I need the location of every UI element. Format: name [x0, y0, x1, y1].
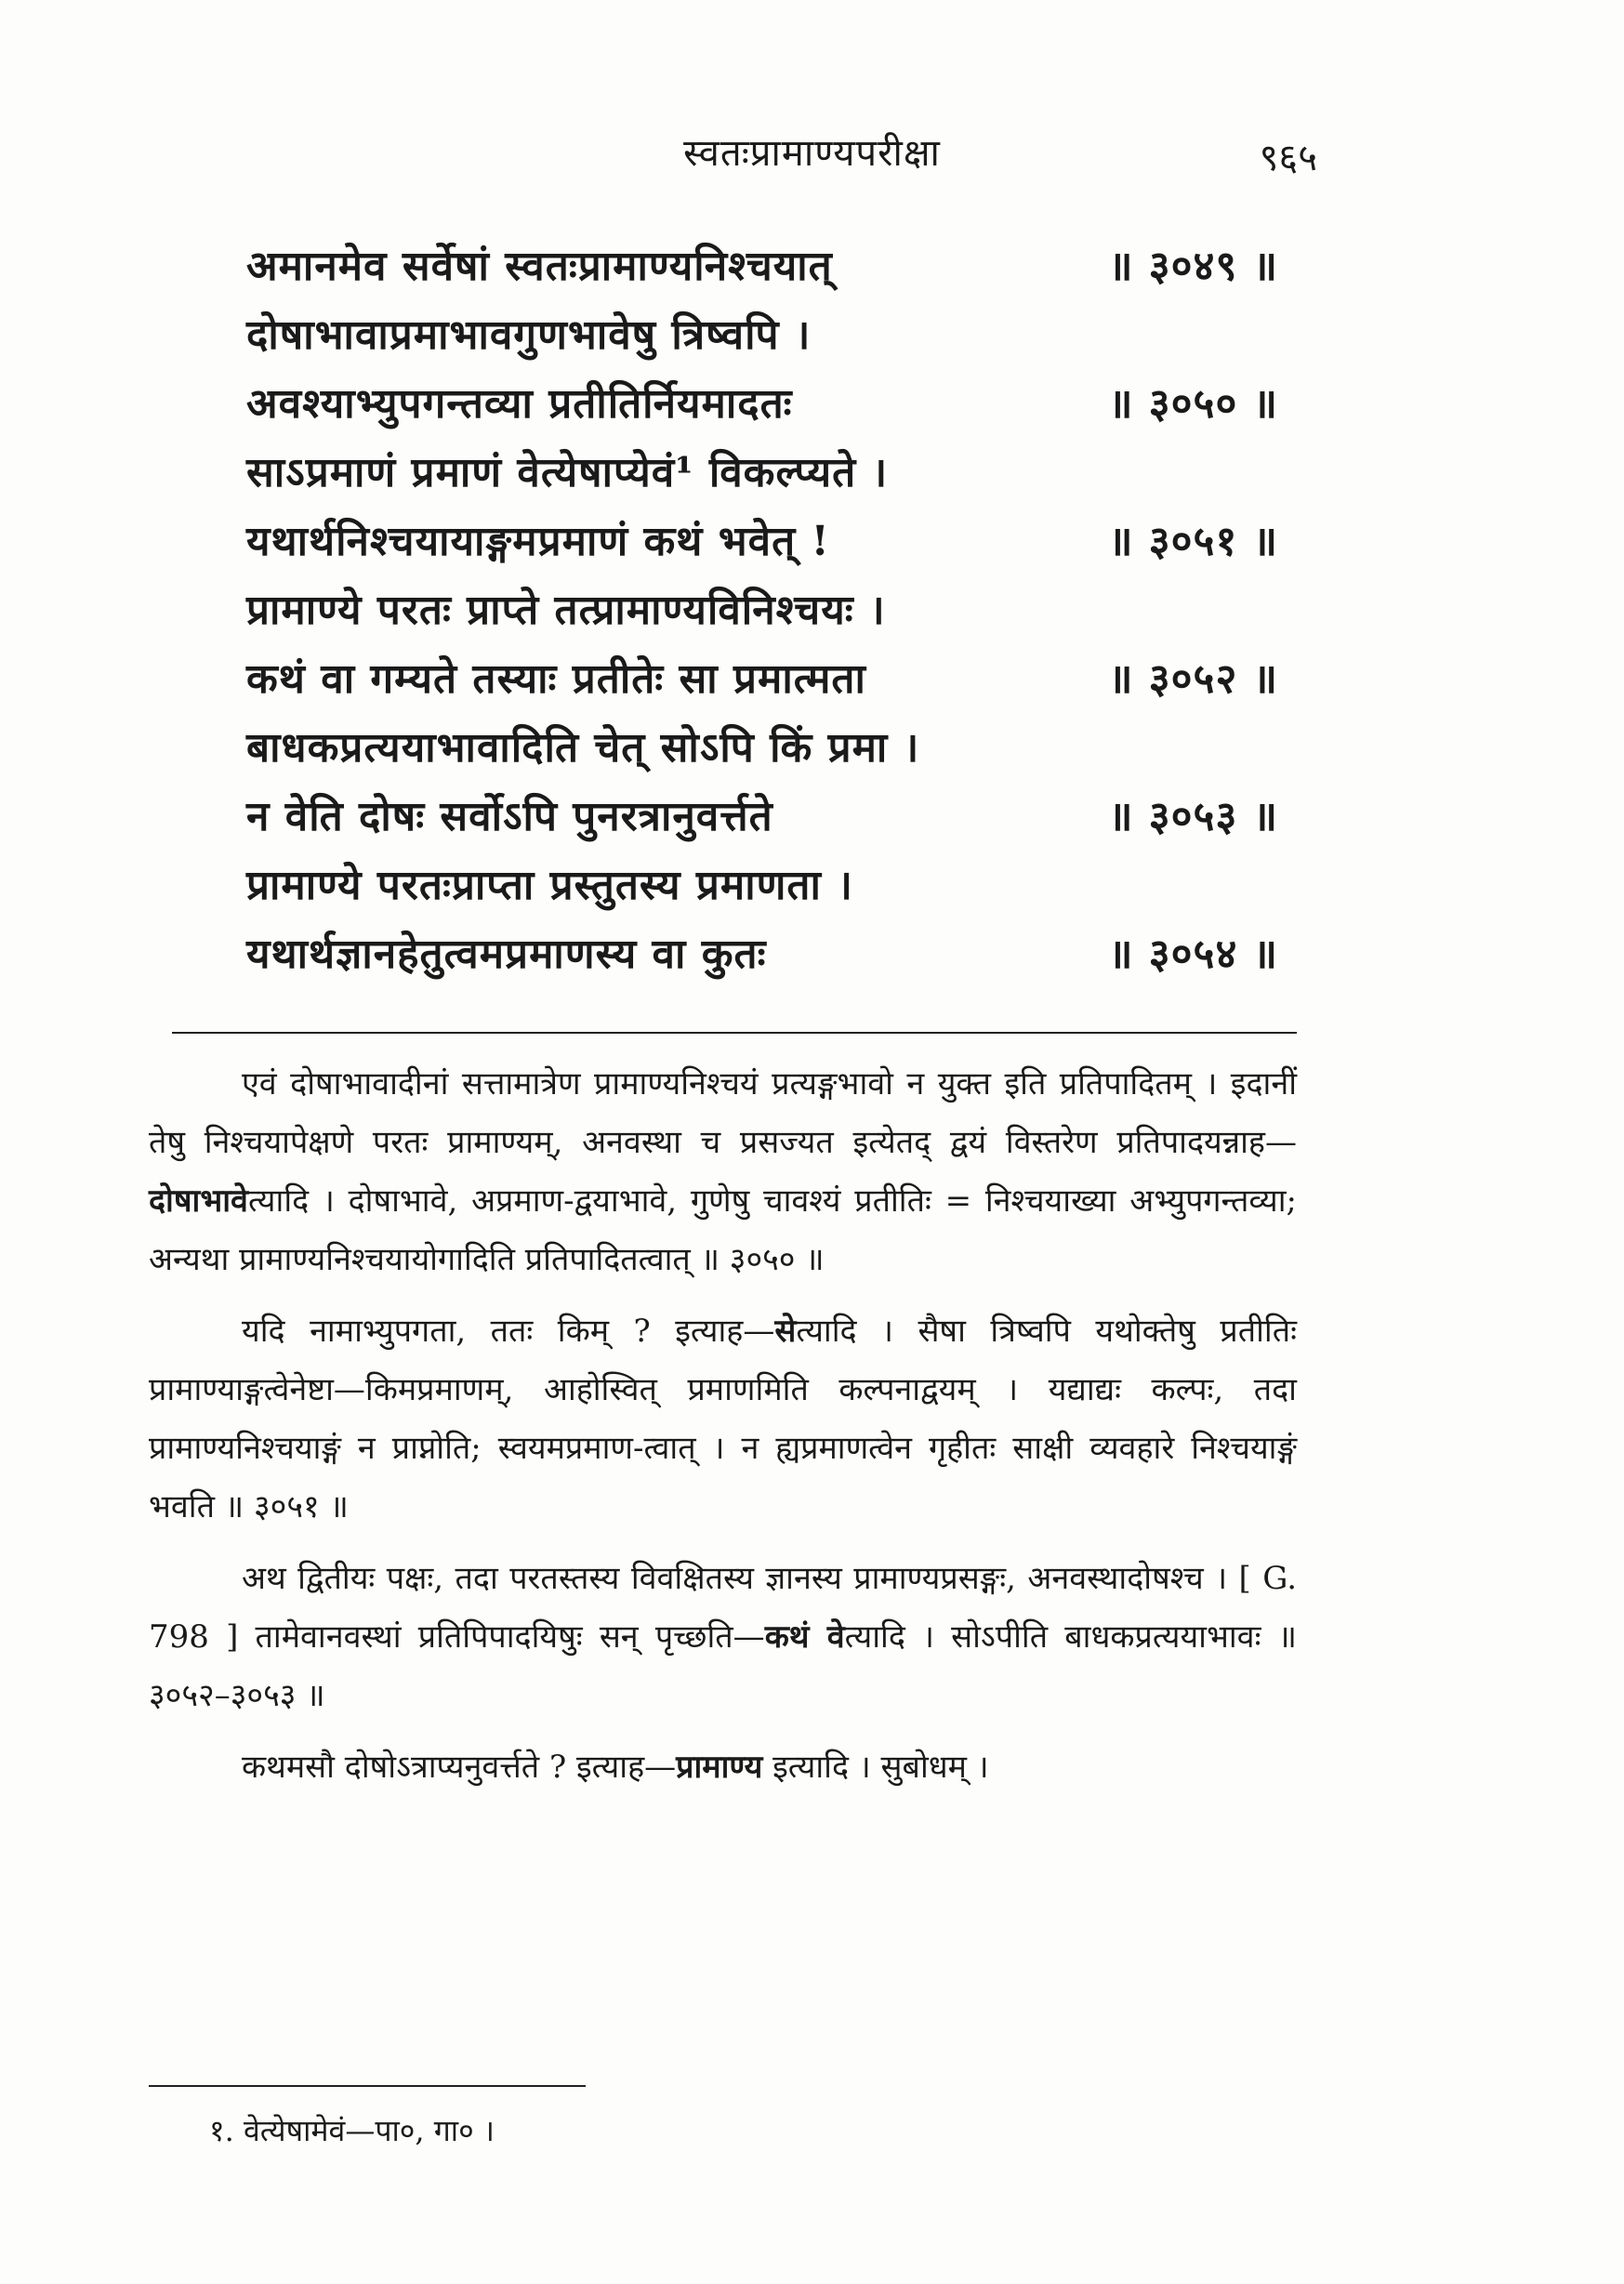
commentary-keyword: प्रामाण्य: [676, 1749, 763, 1786]
verse-line: [246, 508, 1278, 576]
commentary-keyword: कथं वे: [764, 1618, 845, 1656]
verse-line: [246, 232, 1278, 301]
verse-number: [1261, 852, 1278, 920]
footnote: १. वेत्येषामेवं—पा०, गा० ।: [209, 2113, 495, 2148]
verse-text: प्रामाण्ये परतःप्राप्ता प्रस्तुतस्य प्रमाणता ।: [246, 862, 853, 909]
verse-number: [1261, 439, 1278, 508]
running-header-title: स्वतःप्रामाण्यपरीक्षा: [683, 132, 941, 175]
commentary-paragraph: [149, 1738, 1297, 1797]
verse-line: [246, 714, 1278, 783]
verse-text: साऽप्रमाणं प्रमाणं वेत्येषाप्येवं¹ विकल्प्यते ।: [246, 449, 889, 496]
verse-line: [246, 576, 1278, 645]
page-number: ९६५: [1259, 137, 1317, 179]
verse-line: [246, 439, 1278, 508]
verse-text: अमानमेव सर्वेषां स्वतःप्रामाण्यनिश्चयात्: [246, 243, 833, 290]
verse-line: [246, 301, 1278, 370]
commentary-text: एवं दोषाभावादीनां सत्तामात्रेण प्रामाण्यनिश्चयं प्रत्यङ्गभावो न युक्त इति प्रतिपादितम् । इदानीं तेषु निश्चयापेक्षणे परतः प्रामाण्यम्, अनवस्था च प्रसज्यत इत्येतद् द्वयं विस्तरेण प्रतिपादयन्नाह—: [149, 1065, 1297, 1161]
commentary-text: त्यादि । सोऽपीति बाधकप्रत्ययाभावः ॥ ३०५२–३०५३ ॥: [149, 1618, 1297, 1714]
verse-number: [1261, 714, 1278, 783]
verse-text: अवश्याभ्युपगन्तव्या प्रतीतिर्नियमादतः: [246, 380, 793, 428]
verse-text: यथार्थनिश्चयायाङ्गमप्रमाणं कथं भवेत् !: [246, 518, 830, 565]
commentary-paragraph: [149, 1302, 1297, 1537]
verse-number: ॥ ३०५४ ॥: [1108, 931, 1278, 978]
verse-text: यथार्थज्ञानहेतुत्वमप्रमाणस्य वा कुतः: [246, 931, 767, 978]
commentary-paragraph: [149, 1550, 1297, 1725]
verse-line: [246, 370, 1278, 439]
verse-text: न वेति दोषः सर्वोऽपि पुनरत्रानुवर्त्तते: [246, 793, 773, 840]
commentary-keyword: दोषाभावे: [149, 1182, 248, 1220]
commentary-text: इत्यादि । सुबोधम् ।: [762, 1749, 989, 1786]
verse-line: [246, 920, 1278, 989]
verse-number: ॥ ३०५० ॥: [1108, 380, 1278, 428]
commentary-text: त्यादि । सैषा त्रिष्वपि यथोक्तेषु प्रतीतिः प्रामाण्याङ्गत्वेनेष्टा—किमप्रमाणम्, आहोस्वित् प्रमाणमिति कल्पनाद्वयम् । यद्याद्यः कल्पः, तदा प्रामाण्यनिश्चयाङ्गं न प्राप्नोति; स्वयमप्रमाण-त्वात् । न ह्यप्रमाणत्वेन गृहीतः साक्षी व्यवहारे निश्चयाङ्गं भवति ॥ ३०५१ ॥: [149, 1313, 1297, 1525]
verse-number: ॥ ३०५३ ॥: [1108, 793, 1278, 840]
commentary-text: अथ द्वितीयः पक्षः, तदा परतस्तस्य विवक्षितस्य ज्ञानस्य प्रामाण्यप्रसङ्गः, अनवस्थादोषश्च । [ G. 798 ] तामेवानवस्थां प्रतिपिपादयिषुः सन् पृच्छति—: [149, 1560, 1297, 1656]
verse-line: [246, 852, 1278, 920]
footnote-divider: [149, 2085, 586, 2087]
commentary-block: [149, 1055, 1297, 1810]
commentary-text: यदि नामाभ्युपगता, ततः किम् ? इत्याह—: [242, 1313, 775, 1350]
commentary-text: कथमसौ दोषोऽत्राप्यनुवर्त्तते ? इत्याह—: [242, 1749, 677, 1786]
verse-number: ॥ ३०४९ ॥: [1108, 243, 1278, 290]
commentary-paragraph: [149, 1055, 1297, 1289]
verse-number: [1261, 576, 1278, 645]
verse-text: प्रामाण्ये परतः प्राप्ते तत्प्रामाण्यविनिश्चयः ।: [246, 587, 886, 634]
verse-commentary-divider: [172, 1032, 1297, 1034]
verse-line: [246, 645, 1278, 714]
verse-number: ॥ ३०५२ ॥: [1108, 655, 1278, 703]
verse-text: दोषाभावाप्रमाभावगुणभावेषु त्रिष्वपि ।: [246, 311, 812, 359]
commentary-keyword: से: [774, 1313, 797, 1350]
verse-number: ॥ ३०५१ ॥: [1108, 518, 1278, 565]
verse-text: बाधकप्रत्ययाभावादिति चेत् सोऽपि किं प्रमा ।: [246, 724, 920, 772]
commentary-text: त्यादि । दोषाभावे, अप्रमाण-द्वयाभावे, गुणेषु चावश्यं प्रतीतिः = निश्चयाख्या अभ्युपगन्तव्या; अन्यथा प्रामाण्यनिश्चयायोगादिति प्रतिपादितत्वात् ॥ ३०५० ॥: [149, 1182, 1297, 1278]
verse-text: कथं वा गम्यते तस्याः प्रतीतेः सा प्रमात्मता: [246, 655, 866, 703]
verse-line: [246, 783, 1278, 852]
verse-number: [1261, 301, 1278, 370]
verse-block: [246, 232, 1278, 989]
